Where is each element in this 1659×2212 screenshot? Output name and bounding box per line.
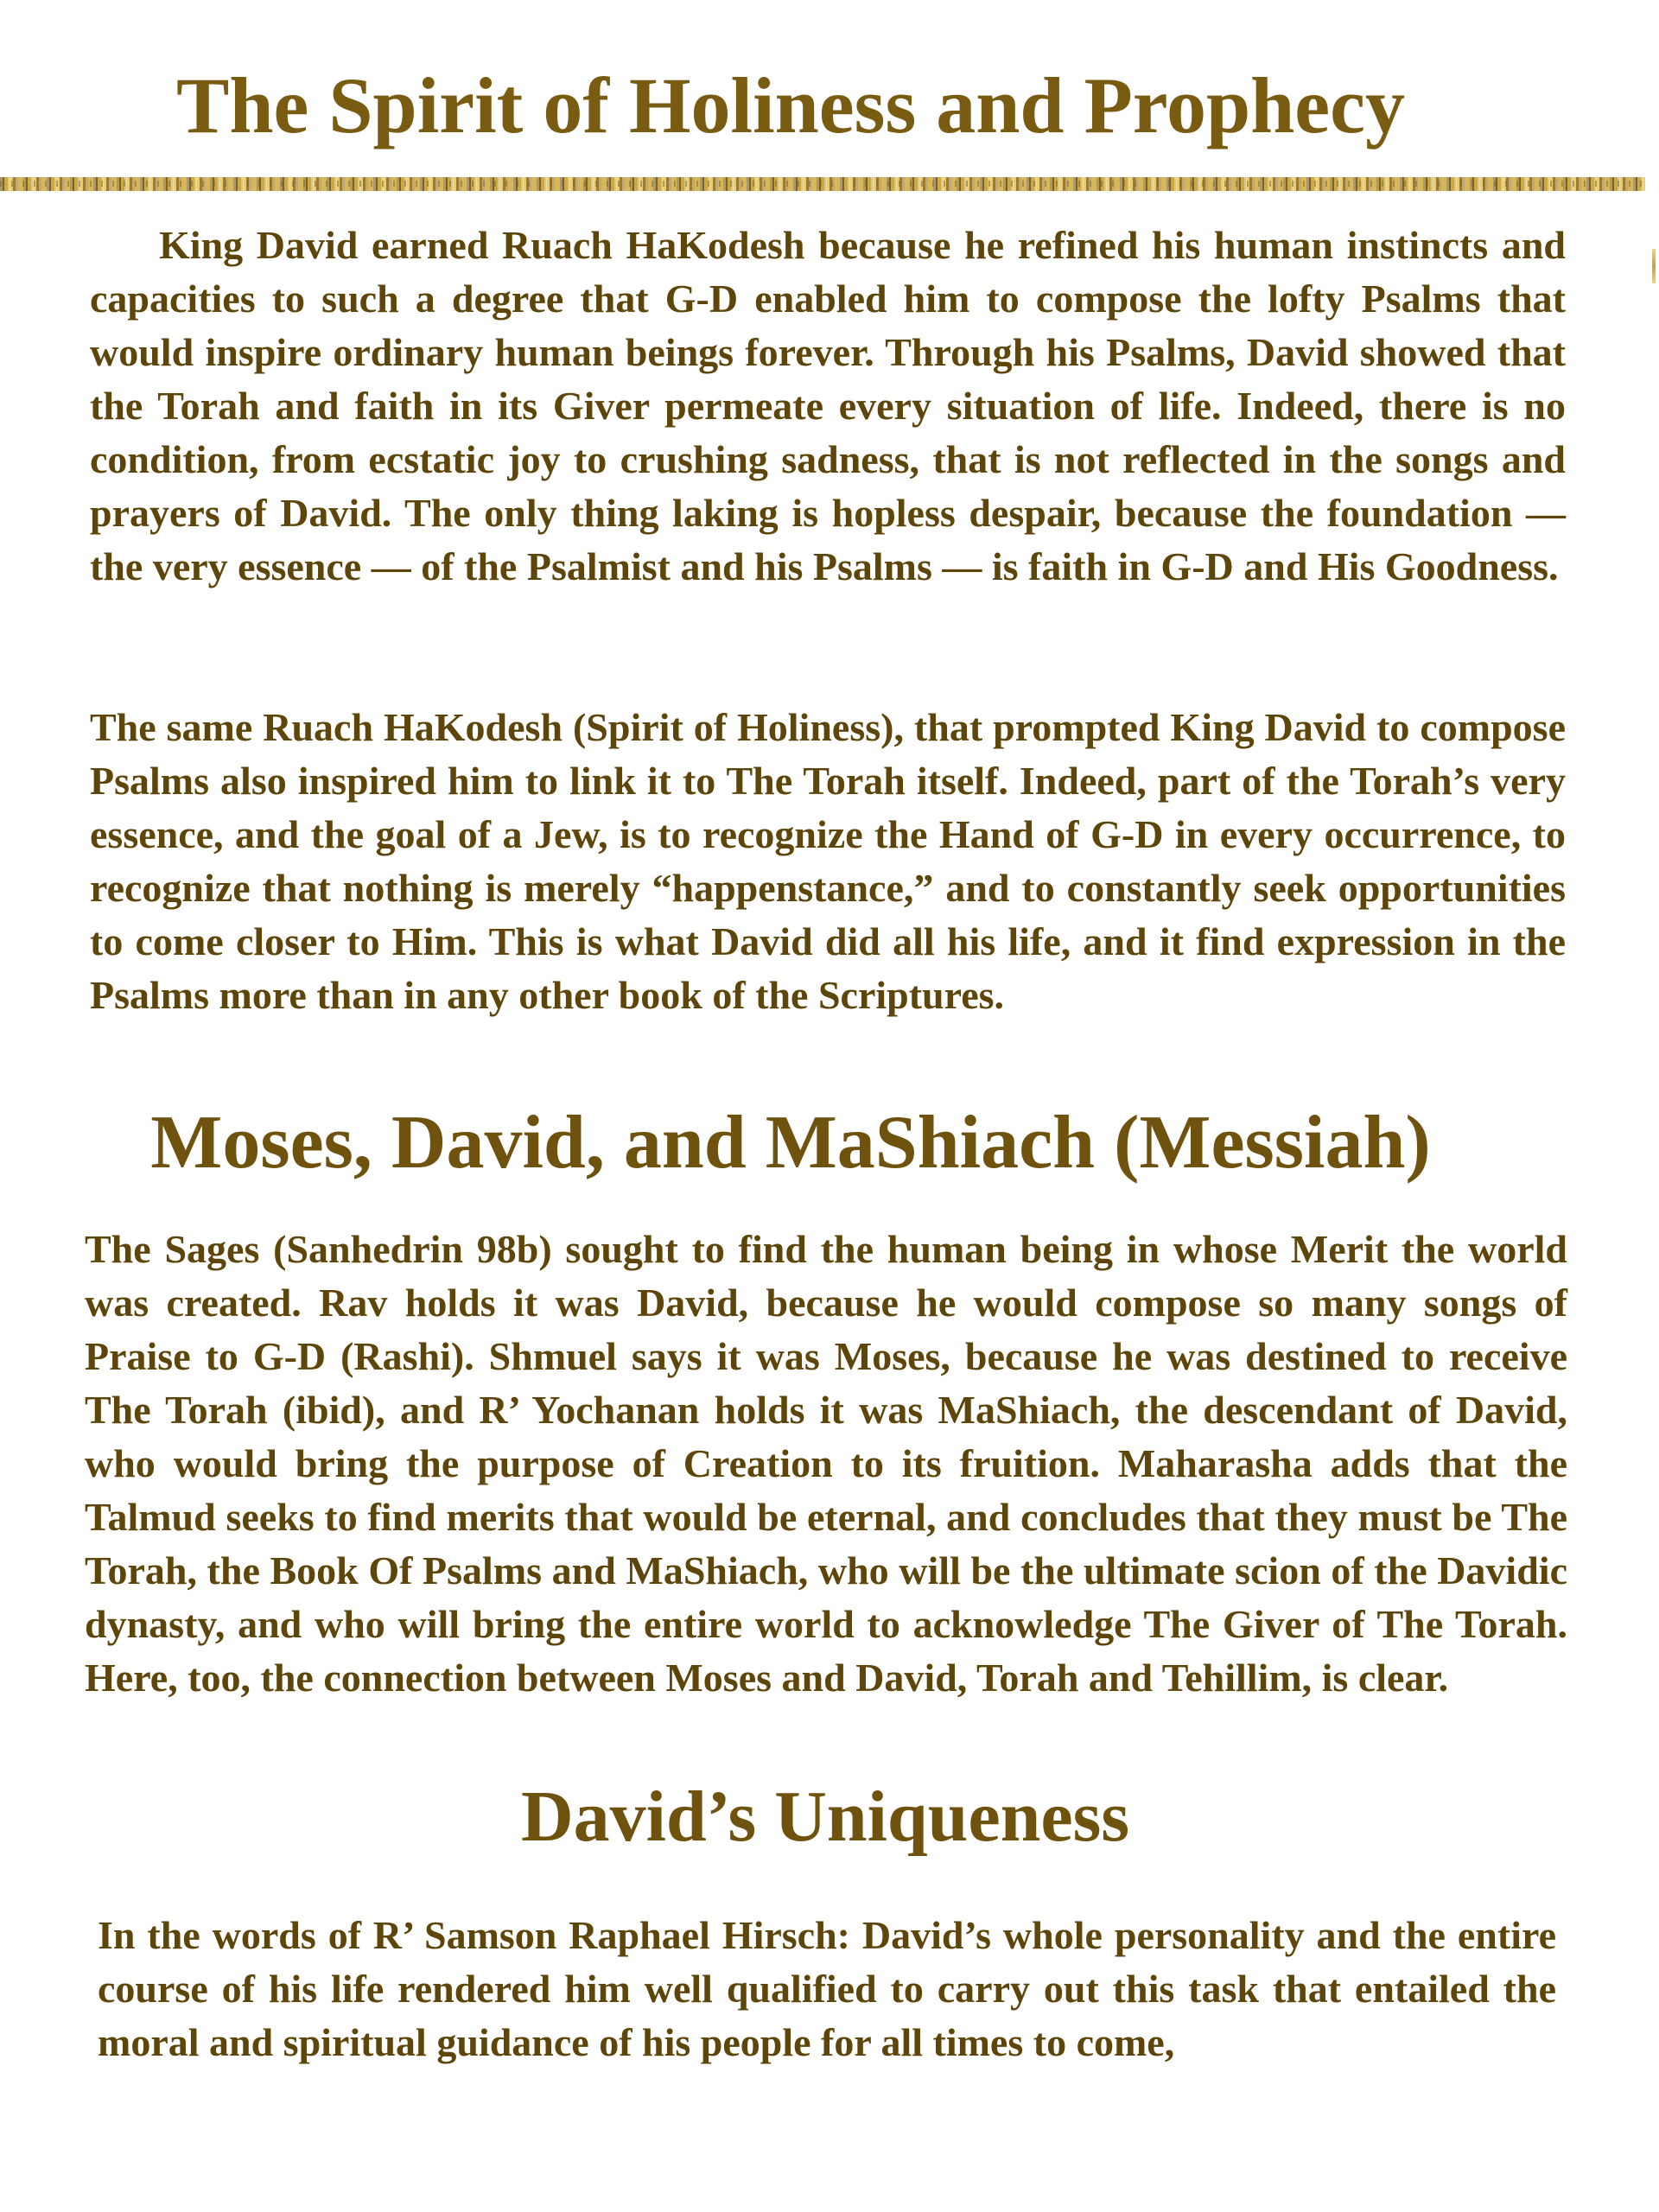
- page-title: The Spirit of Holiness and Prophecy: [176, 61, 1405, 149]
- heading-moses-david-mashiach: Moses, David, and MaShiach (Messiah): [150, 1101, 1431, 1185]
- uniqueness-paragraph: In the words of R’ Samson Raphael Hirsch: David’s whole personality and the entire course of his life rendered him well qualified to carry out this task that entailed the moral and spiritual guidance of his people for all times to come,: [98, 1913, 1556, 2064]
- moses-david-paragraph: The Sages (Sanhedrin 98b) sought to find the human being in whose Merit the world was created. Rav holds it was David, because he would compose so many songs of Praise to G-D (Rashi). Shmuel says it was Moses, because he was destined to receive The Torah (ibid), and R’ Yochanan holds it was MaShiach, the descendant of David, who would bring the purpose of Creation to its fruition. Maharasha adds that the Talmud seeks to find merits that would be eternal, and concludes that they must be The Torah, the Book Of Psalms and MaShiach, who will be the ultimate scion of the Davidic dynasty, and who will bring the entire world to acknowledge The Giver of The Torah. Here, too, the connection between Moses and David, Torah and Tehillim, is clear.: [85, 1227, 1567, 1700]
- intro-paragraph-2: The same Ruach HaKodesh (Spirit of Holiness), that prompted King David to compose Psalms also inspired him to link it to The Torah itself. Indeed, part of the Torah’s very essence, and the goal of a Jew, is to recognize the Hand of G-D in every occurrence, to recognize that nothing is merely “happenstance,” and to constantly seek opportunities to come closer to Him. This is what David did all his life, and it find expression in the Psalms more than in any other book of the Scriptures.: [90, 705, 1566, 1017]
- intro-paragraph-1: King David earned Ruach HaKodesh because he refined his human instincts and capacities to such a degree that G-D enabled him to compose the lofty Psalms that would inspire ordinary human beings forever. Through his Psalms, David showed that the Torah and faith in its Giver permeate every situation of life. Indeed, there is no condition, from ecstatic joy to crushing sadness, that is not reflected in the songs and prayers of David. The only thing laking is hopless despair, because the foundation — the very essence — of the Psalmist and his Psalms — is faith in G-D and His Goodness.: [90, 223, 1566, 588]
- edge-mark: [1652, 249, 1656, 283]
- heading-davids-uniqueness: David’s Uniqueness: [520, 1777, 1130, 1857]
- gold-divider: [0, 177, 1645, 191]
